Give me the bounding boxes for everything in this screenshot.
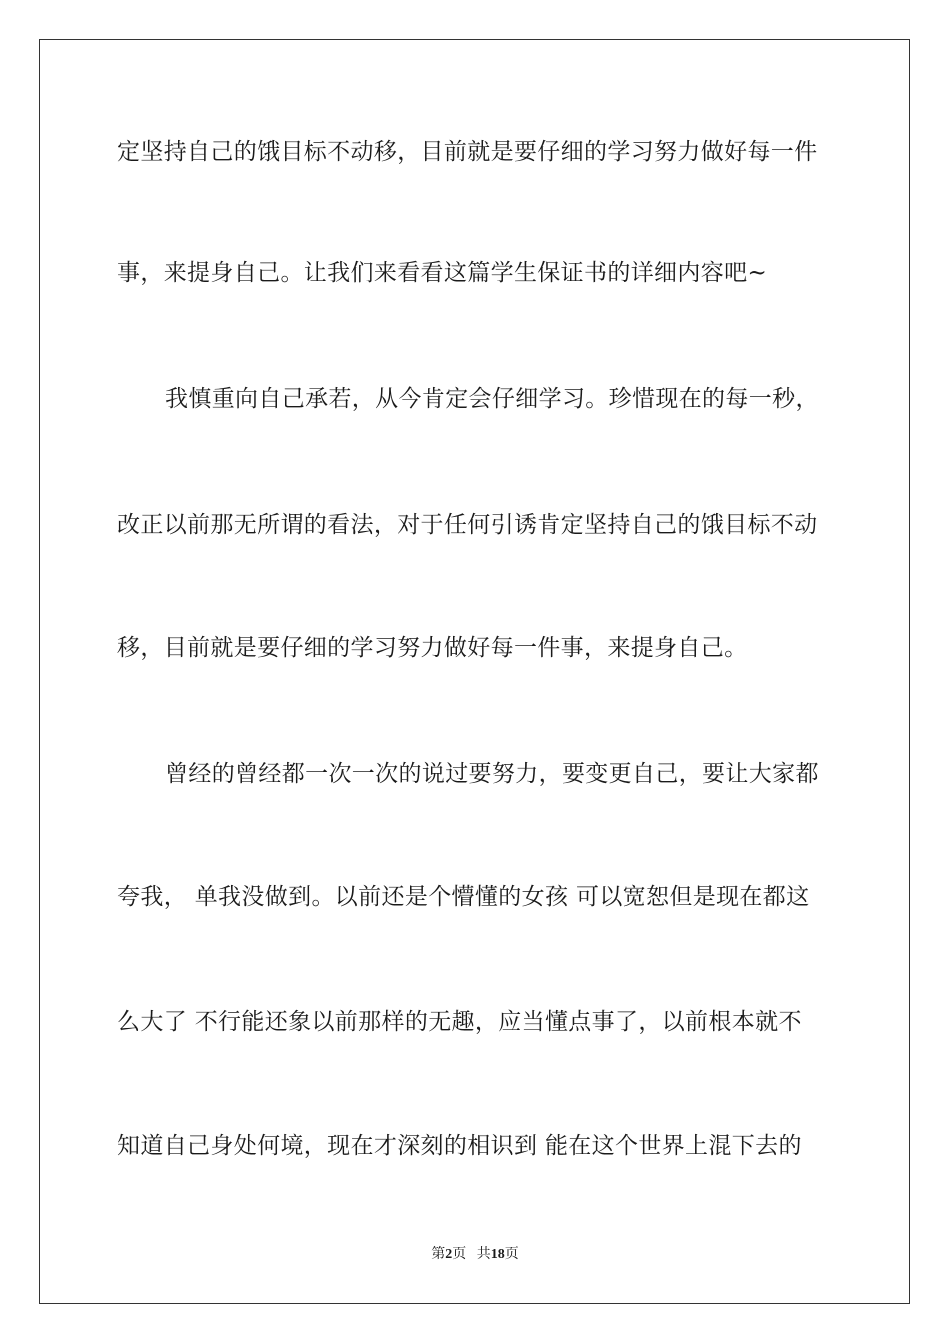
- body-text-line: 移，目前就是要仔细的学习努力做好每一件事，来提身自己。: [117, 635, 748, 661]
- total-suffix: 页: [504, 1247, 519, 1262]
- body-text-line: 定坚持自己的饿目标不动移，目前就是要仔细的学习努力做好每一件: [117, 139, 818, 165]
- body-text-line: 改正以前那无所谓的看法，对于任何引诱肯定坚持自己的饿目标不动: [117, 512, 818, 538]
- page-suffix: 页: [452, 1247, 467, 1262]
- paragraph-first-line: 我慎重向自己承若，从今肯定会仔细学习。珍惜现在的每一秒，: [165, 386, 819, 412]
- page-footer: [0, 1246, 950, 1264]
- total-prefix: 共: [476, 1247, 491, 1262]
- page-border: [39, 39, 910, 1304]
- body-text-line: 知道自己身处何境，现在才深刻的相识到 能在这个世界上混下去的: [117, 1133, 802, 1159]
- page-number: 2: [445, 1247, 453, 1262]
- body-text-line: 么大了 不行能还象以前那样的无趣，应当懂点事了，以前根本就不: [117, 1009, 802, 1035]
- paragraph-first-line: 曾经的曾经都一次一次的说过要努力，要变更自己，要让大家都: [165, 761, 819, 787]
- page-prefix: 第: [431, 1247, 446, 1262]
- body-text-line: 事，来提身自己。让我们来看看这篇学生保证书的详细内容吧~: [117, 260, 768, 286]
- total-pages: 18: [490, 1247, 505, 1262]
- body-text-line: 夸我， 单我没做到。以前还是个懵懂的女孩 可以宽恕但是现在都这: [117, 884, 810, 910]
